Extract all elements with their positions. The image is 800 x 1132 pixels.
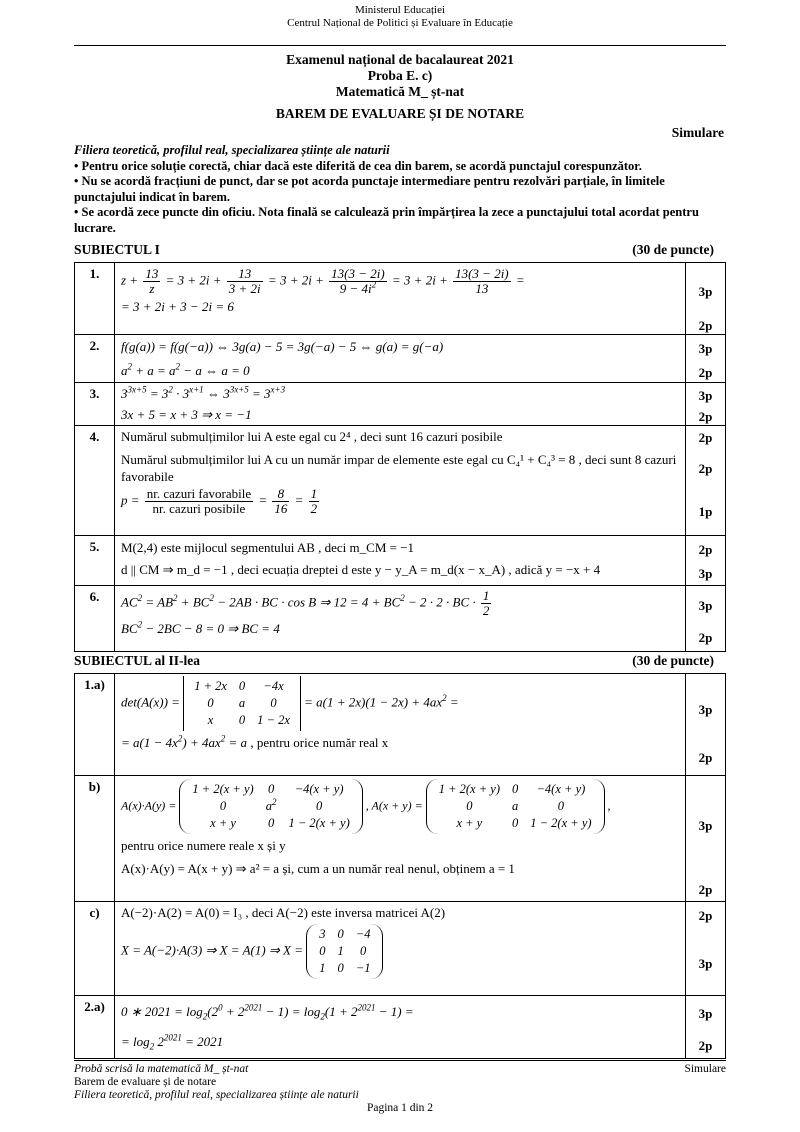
footer-simulare: Simulare bbox=[684, 1063, 726, 1075]
simulare-label: Simulare bbox=[671, 125, 724, 140]
solution-text: Numărul submulțimilor lui A este egal cu 2⁴ , deci sunt 16 cazuri posibile bbox=[121, 429, 503, 444]
item-points bbox=[686, 263, 726, 335]
points-value: 1p bbox=[698, 504, 713, 519]
solution-text: d || CM ⇒ m_d = −1 , deci ecuația dreptei d este y − y_A = m_d(x − x_A) , adică y = −x + 4 bbox=[121, 562, 601, 577]
solution-text: A(−2)·A(2) = A(0) = I₃ , deci A(−2) este inversa matricei A(2) bbox=[121, 905, 446, 920]
item-number: 2.a) bbox=[75, 996, 115, 1059]
item-number: 5. bbox=[75, 536, 115, 586]
points-value: 2p bbox=[698, 318, 713, 333]
item-solution bbox=[115, 536, 686, 586]
rule-1: • Pentru orice soluție corectă, chiar dacă este diferită de cea din barem, se acordă punctajul corespunzător. bbox=[74, 158, 642, 173]
rule-3: • Se acordă zece puncte din oficiu. Nota finală se calculează prin împărțirea la zece a punctajului total acordat pentru lucrare. bbox=[74, 205, 699, 235]
footer-line-2: Barem de evaluare și de notare bbox=[74, 1076, 217, 1088]
footer-line-1: Probă scrisă la matematică M_ șt-nat bbox=[74, 1063, 249, 1075]
points-value: 2p bbox=[698, 542, 713, 557]
filiera-line: Filiera teoretică, profilul real, specializarea științe ale naturii bbox=[74, 143, 390, 157]
item-points bbox=[686, 902, 726, 996]
item-number: c) bbox=[75, 902, 115, 996]
table-row bbox=[75, 996, 726, 1059]
page-footer bbox=[74, 1060, 726, 1115]
table-row bbox=[75, 776, 726, 902]
barem-title: BAREM DE EVALUARE ȘI DE NOTARE bbox=[275, 106, 525, 121]
item-points bbox=[686, 586, 726, 652]
item-points bbox=[686, 536, 726, 586]
points-value: 3p bbox=[698, 1006, 713, 1021]
item-points bbox=[686, 383, 726, 426]
points-value: 3p bbox=[698, 566, 713, 581]
subject-title: Matematică M_ șt-nat bbox=[335, 84, 465, 99]
item-number: 6. bbox=[75, 586, 115, 652]
item-solution: A(x)·A(y) = 1 + 2(x + y) 0 −4(x + y) 0 $a^2$ 0 x + y 0 1 − 2(x + y) , A(x + y) = 1 + 2(x + y) 0 −4(x + y) 0 a 0 x + y 0 1 − 2(x + y) , pentru orice numere reale x și y A(x)·A(y) = A(x + y) ⇒ a² = a și, cum a un număr real nenul, obținem a = 1 bbox=[115, 776, 686, 902]
points-value: 3p bbox=[698, 598, 713, 613]
points-value: 3p bbox=[698, 388, 713, 403]
solution-text: pentru orice numere reale x și y bbox=[121, 838, 286, 853]
solution-text: Numărul submulțimilor lui A cu un număr impar de elemente este egal cu C₄¹ + C₄³ = 8 , deci sunt 8 cazuri favorabile bbox=[121, 452, 677, 484]
grading-rules bbox=[74, 143, 726, 236]
item-solution: $AC^2 = AB^2 + BC^2 - 2AB$ · BC · cos B ⇒ $12 = 4 + BC^2 - 2 \cdot 2$ · BC · $\frac{1}{2}$ $BC^2 - 2BC - 8 = 0$ ⇒ BC = 4 bbox=[115, 586, 686, 652]
table-row bbox=[75, 426, 726, 536]
item-solution: z + $\frac{13}{z}$ = 3 + 2i + $\frac{13}{3 + 2i}$ = 3 + 2i + $\frac{13(3 - 2i)}{9 - 4i^2}$ = 3 + 2i + $\frac{13(3 - 2i)}{13}$ = = 3 + 2i + 3 − 2i = 6 bbox=[115, 263, 686, 335]
subject1-heading bbox=[74, 242, 726, 258]
item-points bbox=[686, 426, 726, 536]
item-points bbox=[686, 335, 726, 383]
table-row bbox=[75, 674, 726, 776]
table-row bbox=[75, 263, 726, 335]
subject1-table bbox=[74, 262, 726, 652]
table-row bbox=[75, 335, 726, 383]
solution-text: M(2,4) este mijlocul segmentului AB , deci m_CM = −1 bbox=[121, 540, 415, 555]
fraction-numerator: nr. cazuri favorabile bbox=[146, 486, 252, 501]
item-number: 1. bbox=[75, 263, 115, 335]
subject1-title: SUBIECTUL I bbox=[74, 242, 160, 257]
item-number: 2. bbox=[75, 335, 115, 383]
item-number: b) bbox=[75, 776, 115, 902]
item-solution: A(−2)·A(2) = A(0) = I₃ , deci A(−2) este inversa matricei A(2) X = A(−2)·A(3) ⇒ X = A(1) ⇒ X = 3 0 −4 0 1 0 1 0 −1 bbox=[115, 902, 686, 996]
center-name: Centrul Național de Politici și Evaluare în Educație bbox=[287, 17, 513, 29]
table-row bbox=[75, 536, 726, 586]
subject2-heading bbox=[74, 653, 726, 669]
points-value: 3p bbox=[698, 341, 713, 356]
points-value: 2p bbox=[698, 1038, 713, 1053]
subject1-points: (30 de puncte) bbox=[632, 242, 714, 257]
points-value: 2p bbox=[698, 365, 713, 380]
item-points bbox=[686, 996, 726, 1059]
item-points bbox=[686, 776, 726, 902]
points-value: 3p bbox=[698, 956, 713, 971]
ministry-header bbox=[74, 4, 726, 30]
subject2-points: (30 de puncte) bbox=[632, 653, 714, 668]
item-solution: f(g(a)) = f(g(−a)) ⇔ 3g(a) − 5 = 3g(−a) − 5 ⇔ g(a) = g(−a) $a^2 + a = a^2 - a$ ⇔ a = 0 bbox=[115, 335, 686, 383]
item-solution: $3^{3x+5} = 3^2 \cdot 3^{x+1}$ ⇔ $3^{3x+5} = 3^{x+3}$ 3x + 5 = x + 3 ⇒ x = −1 bbox=[115, 383, 686, 426]
table-row bbox=[75, 383, 726, 426]
points-value: 2p bbox=[698, 461, 713, 476]
points-value: 2p bbox=[698, 630, 713, 645]
exam-title: Examenul național de bacalaureat 2021 bbox=[286, 52, 514, 67]
rule-2: • Nu se acordă fracțiuni de punct, dar se pot acorda punctaje intermediare pentru rezolvări parțiale, în limitele punctajului indicat în barem. bbox=[74, 174, 665, 204]
item-solution: Numărul submulțimilor lui A este egal cu 2⁴ , deci sunt 16 cazuri posibile Numărul submulțimilor lui A cu un număr impar de elemente este egal cu C₄¹ + C₄³ = 8 , deci sunt 8 cazuri favorabile p = $\frac{\text{nr. cazuri favorabile}}{\text{nr. cazuri posibile}}$ = $\frac{8}{16}$ = $\frac{1}{2}$ bbox=[115, 426, 686, 536]
points-value: 2p bbox=[698, 908, 713, 923]
points-value: 2p bbox=[698, 882, 713, 897]
item-number: 4. bbox=[75, 426, 115, 536]
subject2-title: SUBIECTUL al II-lea bbox=[74, 653, 201, 668]
points-value: 3p bbox=[698, 818, 713, 833]
table-row bbox=[75, 902, 726, 996]
solution-text: , pentru orice număr real x bbox=[250, 735, 389, 750]
fraction-denominator: nr. cazuri posibile bbox=[152, 501, 246, 516]
item-number: 3. bbox=[75, 383, 115, 426]
points-value: 2p bbox=[698, 409, 713, 424]
item-solution: det(A(x)) = 1 + 2x 0 −4x 0 a 0 x 0 1 − 2x = $a(1 + 2x)(1 - 2x) + 4ax^2$ = = $a(1 - 4x^2) + 4ax^2 = a$ , pentru orice număr real x bbox=[115, 674, 686, 776]
item-points bbox=[686, 674, 726, 776]
points-value: 3p bbox=[698, 702, 713, 717]
points-value: 3p bbox=[698, 284, 713, 299]
subject2-table bbox=[74, 673, 726, 1059]
points-value: 2p bbox=[698, 430, 713, 445]
ministry-name: Ministerul Educației bbox=[354, 4, 446, 16]
item-solution: 0 ∗ $2021 = \log_2(2^0 + 2^{2021} - 1) = \log_2(1 + 2^{2021} - 1)$ = = $\log_2 2^{2021} = 2021$ bbox=[115, 996, 686, 1059]
points-value: 2p bbox=[698, 750, 713, 765]
header-divider bbox=[74, 45, 726, 46]
table-row bbox=[75, 586, 726, 652]
solution-text: A(x)·A(y) = A(x + y) ⇒ a² = a și, cum a un număr real nenul, obținem a = 1 bbox=[121, 861, 515, 876]
footer-line-3: Filiera teoretică, profilul real, specializarea științe ale naturii bbox=[74, 1089, 359, 1101]
page-number: Pagina 1 din 2 bbox=[366, 1102, 434, 1114]
item-number: 1.a) bbox=[75, 674, 115, 776]
proba-title: Proba E. c) bbox=[367, 68, 433, 83]
